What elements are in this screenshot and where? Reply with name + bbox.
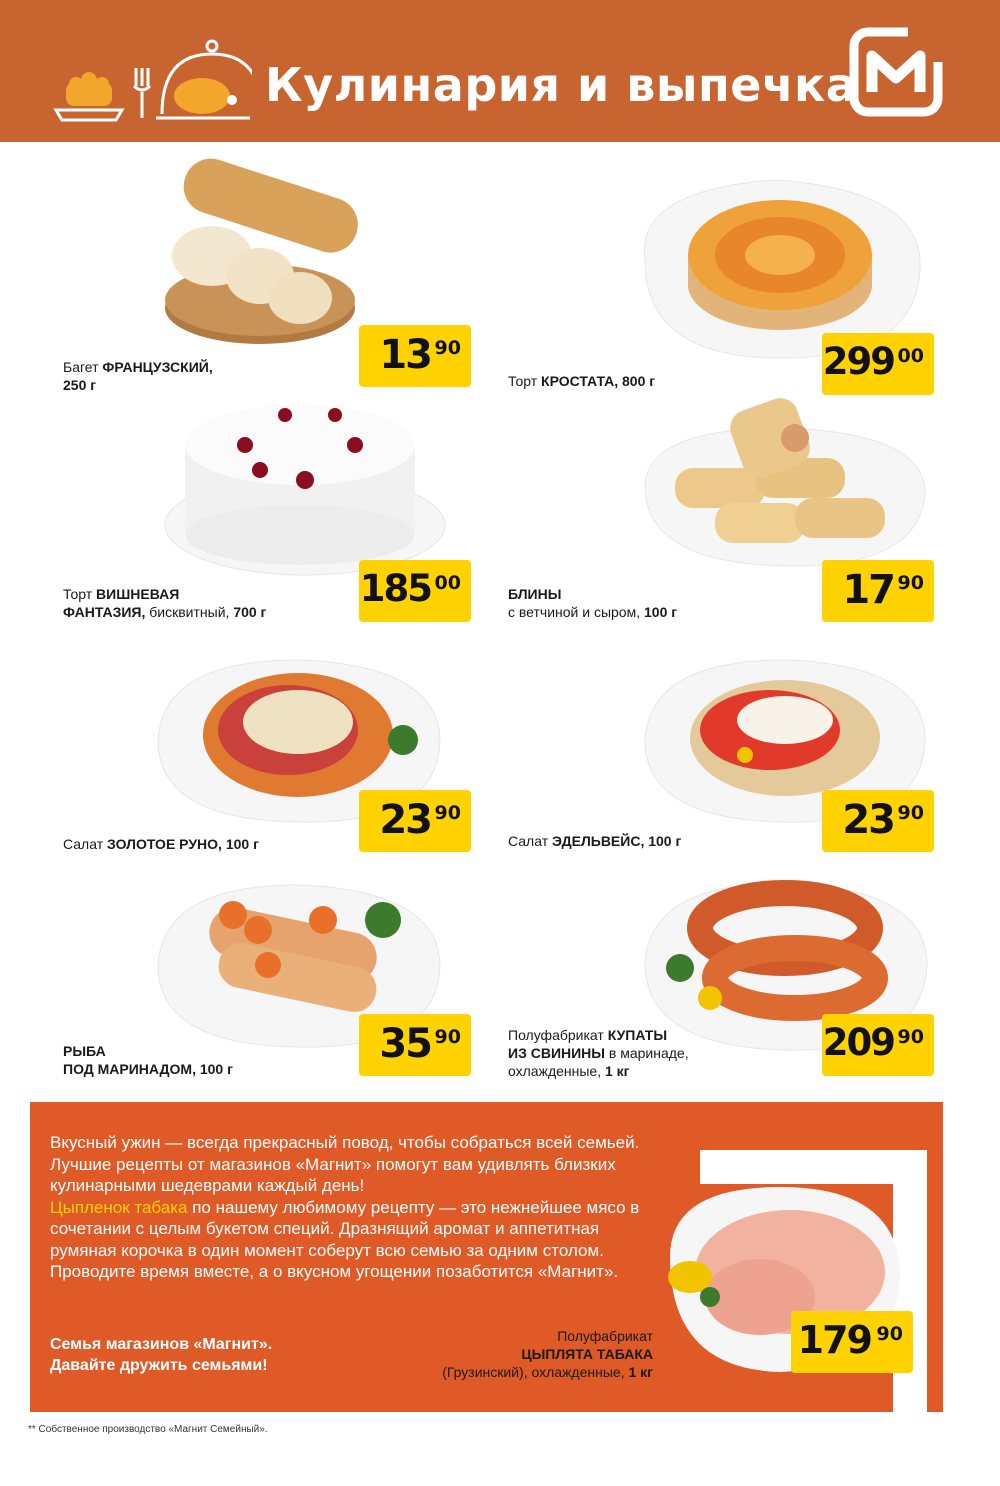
product-name-2: ИЗ СВИНИНЫ: [508, 1045, 605, 1061]
fork-icon: [134, 68, 150, 118]
promo-slogan: [50, 1334, 272, 1376]
price-tag: [359, 560, 471, 622]
promo-item-desc: (Грузинский), охлажденные,: [442, 1364, 629, 1380]
promo-p3: Проводите время вместе, а о вкусном угощении позаботится «Магнит».: [50, 1262, 619, 1281]
product-name-2: ФАНТАЗИЯ,: [63, 604, 146, 620]
price-kop: 90: [434, 337, 461, 359]
product-weight: 700 г: [233, 604, 267, 620]
product-prefix: Торт: [508, 373, 542, 389]
product-weight: 1 кг: [605, 1063, 630, 1079]
price-rub: 179: [797, 1318, 871, 1362]
footnote: ** Собственное производство «Магнит Семейный».: [28, 1424, 268, 1435]
product-name: ВИШНЕВАЯ: [96, 586, 180, 602]
product-desc: с ветчиной и сыром,: [508, 604, 644, 620]
price-rub: 23: [379, 797, 431, 843]
price-kop: 00: [434, 572, 461, 594]
price-tag: [822, 333, 934, 395]
price-kop: 90: [897, 1026, 924, 1048]
product-desc: в маринаде,: [605, 1045, 689, 1061]
price-rub: 23: [842, 797, 894, 843]
promo-text: [50, 1132, 650, 1283]
price-kop: 90: [434, 802, 461, 824]
culinary-icons: [52, 34, 252, 126]
promo-slogan-2: Давайте дружить семьями!: [50, 1357, 268, 1374]
product-weight: 250 г: [63, 377, 97, 393]
price-tag: [822, 790, 934, 852]
price-tag: [822, 1014, 934, 1076]
promo-p2: по нашему любимому рецепту — это нежнейшее мясо в сочетании с целым букетом специй. Дразнящий аромат и аппетитная румяная корочка в один момент соберут всю семью за одним столом.: [50, 1197, 640, 1260]
cherry-cake-photo: [155, 385, 450, 585]
product-desc: бисквитный,: [145, 604, 234, 620]
product-prefix: Салат: [63, 836, 108, 852]
price-rub: 209: [822, 1021, 894, 1064]
price-kop: 90: [897, 572, 924, 594]
product-name: ЗОЛОТОЕ РУНО, 100 г: [107, 836, 259, 852]
magnit-logo: [848, 26, 944, 118]
product-name: БЛИНЫ: [508, 586, 562, 602]
promo-item-name: ЦЫПЛЯТА ТАБАКА: [521, 1346, 653, 1362]
promo-item-weight: 1 кг: [628, 1364, 653, 1380]
product-prefix: Багет: [63, 359, 103, 375]
price-tag: [822, 560, 934, 622]
price-rub: 13: [379, 332, 431, 378]
baguette-photo: [160, 158, 360, 348]
price-rub: 35: [379, 1021, 431, 1067]
price-kop: 90: [876, 1323, 903, 1345]
promo-item-line1: Полуфабрикат: [557, 1328, 653, 1344]
promo-banner: [30, 1102, 943, 1412]
product-name: ФРАНЦУЗСКИЙ,: [102, 359, 213, 375]
promo-p1: Вкусный ужин — всегда прекрасный повод, чтобы собраться всей семьей. Лучшие рецепты от магазинов «Магнит» помогут вам удивлять близких кулинарными шедеврами каждый день!: [50, 1133, 640, 1195]
bread-icon: [56, 72, 122, 120]
price-rub: 185: [359, 567, 431, 610]
header-banner: [0, 0, 1000, 142]
product-name: ЭДЕЛЬВЕЙС, 100 г: [552, 833, 682, 849]
price-tag: [359, 325, 471, 387]
price-rub: 299: [822, 340, 894, 383]
promo-item-caption: [442, 1327, 653, 1381]
price-kop: 90: [897, 802, 924, 824]
product-desc-2: охлажденные,: [508, 1063, 605, 1079]
price-rub: 17: [842, 567, 894, 613]
cloche-icon: [156, 41, 252, 118]
price-tag: [791, 1311, 913, 1373]
price-kop: 00: [897, 345, 924, 367]
bliny-photo: [635, 398, 930, 573]
product-name-2: ПОД МАРИНАДОМ, 100 г: [63, 1061, 233, 1077]
price-kop: 90: [434, 1026, 461, 1048]
page-title: Кулинария и выпечка: [265, 58, 858, 112]
price-tag: [359, 1014, 471, 1076]
product-name: РЫБА: [63, 1043, 106, 1059]
product-prefix: Полуфабрикат: [508, 1027, 608, 1043]
product-name: КРОСТАТА, 800 г: [541, 373, 656, 389]
price-tag: [359, 790, 471, 852]
promo-highlight: Цыпленок табака: [50, 1197, 188, 1217]
product-name: КУПАТЫ: [607, 1027, 668, 1043]
product-weight: 100 г: [644, 604, 678, 620]
product-prefix: Салат: [508, 833, 553, 849]
product-prefix: Торт: [63, 586, 97, 602]
promo-slogan-1: Семья магазинов «Магнит».: [50, 1336, 273, 1353]
